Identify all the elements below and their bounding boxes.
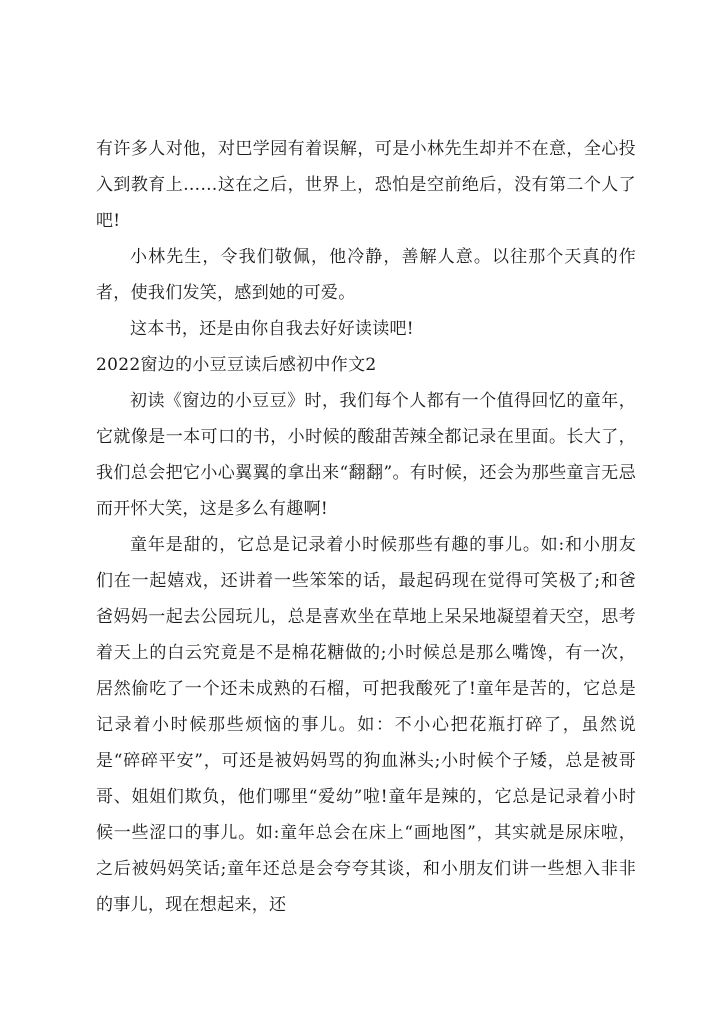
paragraph-childhood: 童年是甜的，它总是记录着小时候那些有趣的事儿。如:和小朋友们在一起嬉戏，还讲着一些笨笨的话，最起码现在觉得可笑极了;和爸爸妈妈一起去公园玩儿，总是喜欢坐在草地上呆呆地凝望着天空，思考着天上的白云究竟是不是棉花糖做的;小时候总是那么嘴馋，有一次，居然偷吃了一个还未成熟的石榴，可把我酸死了!童年是苦的，它总是记录着小时候那些烦恼的事儿。如：不小心把花瓶打碎了，虽然说是“碎碎平安”，可还是被妈妈骂的狗血淋头;小时候个子矮，总是被哥哥、姐姐们欺负，他们哪里“爱幼”啦!童年是辣的，它总是记录着小时候一些涩口的事儿。如:童年总会在床上“画地图”，其实就是尿床啦，之后被妈妈笑话;童年还总是会夸夸其谈，和小朋友们讲一些想入非非的事儿，现在想起来，还 [96, 535, 636, 915]
paragraph-recommendation: 这本书，还是由你自我去好好读读吧! [130, 319, 414, 339]
paragraph-first-reading: 初读《窗边的小豆豆》时，我们每个人都有一个值得回忆的童年，它就像是一本可口的书，小时候的酸甜苦辣全都记录在里面。长大了，我们总会把它小心翼翼的拿出来“翻翻”。有时候，还会为那些童言无忌而开怀大笑，这是多么有趣啊! [96, 391, 636, 519]
paragraph-continuation: 有许多人对他，对巴学园有着误解，可是小林先生却并不在意，全心投入到教育上……这在之后，世界上，恐怕是空前绝后，没有第二个人了吧! [96, 139, 636, 231]
document-body [96, 131, 636, 923]
paragraph-teacher: 小林先生，令我们敬佩，他冷静，善解人意。以往那个天真的作者，使我们发笑，感到她的可爱。 [96, 247, 636, 303]
section-heading: 2022窗边的小豆豆读后感初中作文2 [96, 355, 377, 375]
